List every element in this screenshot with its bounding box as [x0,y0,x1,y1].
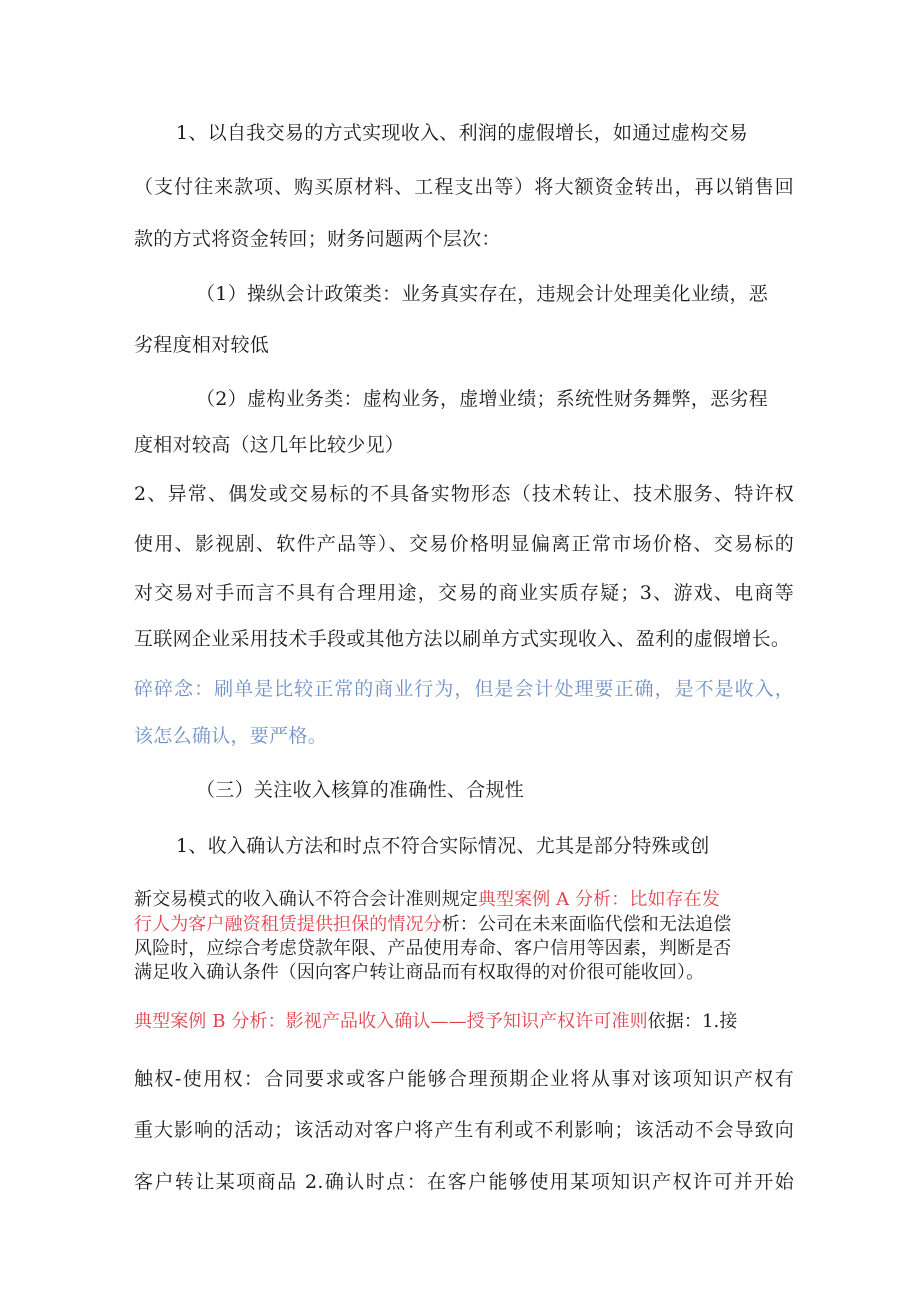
section-3-heading: （三）关注收入核算的准确性、合规性 [196,779,525,801]
paragraph-2-line-2: 使用、影视剧、软件产品等）、交易价格明显偏离正常市场价格、交易标的 [134,533,794,555]
note-line-1: 碎碎念：刷单是比较正常的商业行为，但是会计处理要正确，是不是收入， [134,678,794,700]
paragraph-5-line-1-text: 依据：1.接 [647,1011,738,1032]
paragraph-5-line-4: 客户转让某项商品 2.确认时点：在客户能够使用某项知识产权许可并开始 [134,1171,794,1193]
paragraph-1-line-2: （支付往来款项、购买原材料、工程支出等）将大额资金转出，再以销售回 [134,176,794,198]
subitem-1-line-2: 劣程度相对较低 [134,334,270,356]
paragraph-4-line-2-text: 析：公司在未来面临代偿和无法追偿 [441,914,732,935]
subitem-2-line-2: 度相对较高（这几年比较少见） [134,434,405,456]
case-b-title: 典型案例 B 分析：影视产品收入确认——授予知识产权许可准则 [134,1011,648,1032]
paragraph-5-line-3: 重大影响的活动；该活动对客户将产生有利或不利影响；该活动不会导致向 [134,1119,794,1141]
paragraph-2-line-4: 互联网企业采用技术手段或其他方法以刷单方式实现收入、盈利的虚假增长。 [134,628,791,650]
paragraph-4-line-4: 满足收入确认条件（因向客户转让商品而有权取得的对价很可能收回）。 [134,962,705,983]
paragraph-5-line-1 [134,1011,794,1033]
paragraph-2-line-1: 2、异常、偶发或交易标的不具备实物形态（技术转让、技术服务、特许权 [134,483,794,505]
paragraph-4-line-1-text: 新交易模式的收入确认不符合会计准则规定 [134,889,478,910]
note-line-2: 该怎么确认，要严格。 [134,725,328,747]
paragraph-5-line-2: 触权-使用权：合同要求或客户能够合理预期企业将从事对该项知识产权有 [134,1068,794,1090]
paragraph-1-line-1: 1、以自我交易的方式实现收入、利润的虚假增长，如通过虚构交易 [176,122,749,144]
paragraph-4-line-3: 风险时，应综合考虑贷款年限、产品使用寿命、客户信用等因素，判断是否 [134,938,732,959]
subitem-2-line-1: （2）虚构业务类：虚构业务，虚增业绩；系统性财务舞弊，恶劣程 [196,388,769,410]
case-a-title-part-2: 行人为客户融资租赁提供担保的情况分 [134,914,442,935]
paragraph-3-line-1: 1、收入确认方法和时点不符合实际情况、尤其是部分特殊或创 [176,835,710,857]
paragraph-2-line-3: 对交易对手而言不具有合理用途，交易的商业实质存疑；3、游戏、电商等 [134,582,794,604]
subitem-1-line-1: （1）操纵会计政策类：业务真实存在，违规会计处理美化业绩，恶 [196,283,769,305]
paragraph-1-line-3: 款的方式将资金转回；财务问题两个层次： [134,228,501,250]
case-a-title-part-1: 典型案例 A 分析：比如存在发 [477,889,720,910]
paragraph-4-line-1 [134,889,794,911]
paragraph-4-line-2 [134,914,794,936]
